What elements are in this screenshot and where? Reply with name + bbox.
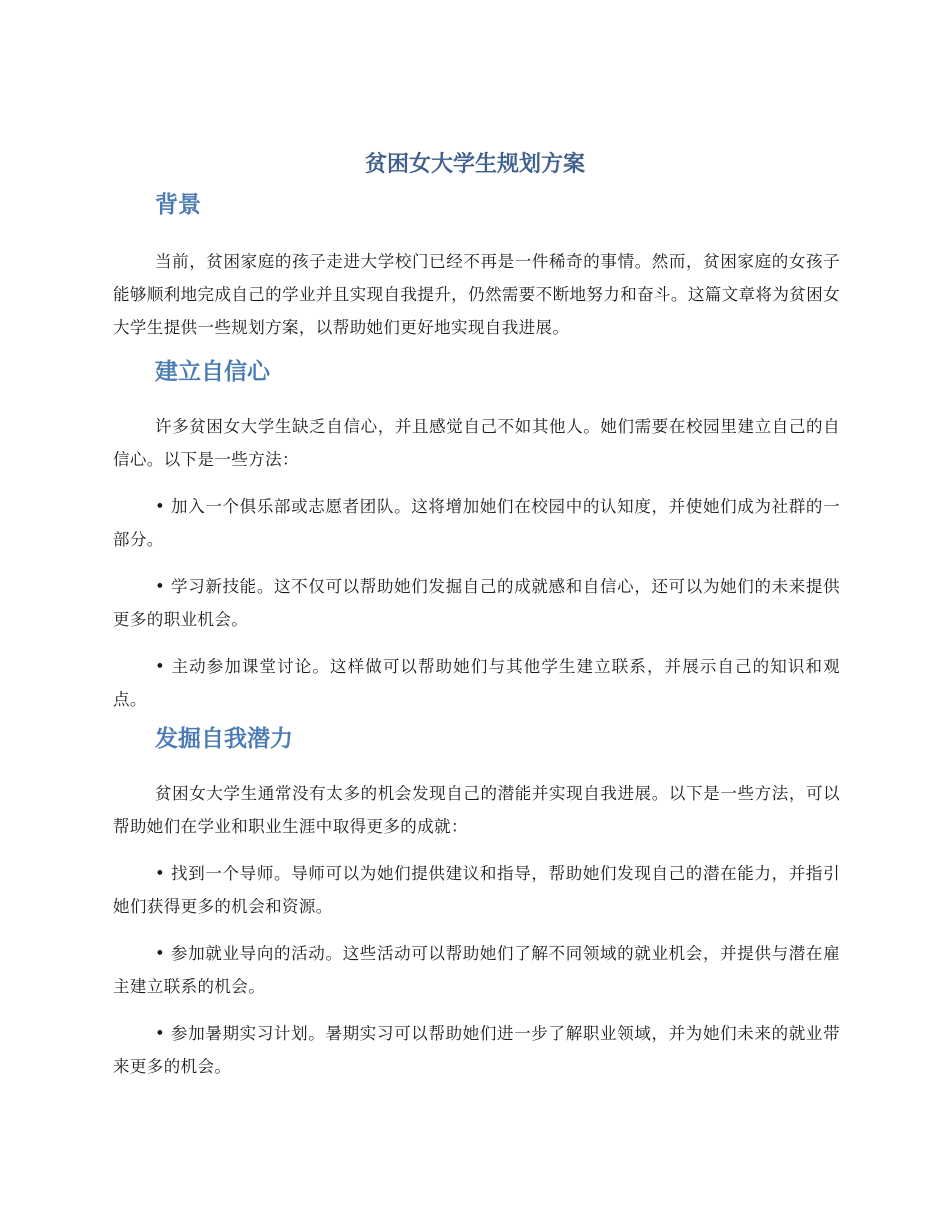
section-build-confidence <box>113 354 840 716</box>
paragraph: 许多贫困女大学生缺乏自信心，并且感觉自己不如其他人。她们需要在校园里建立自己的自信心。以下是一些方法： <box>113 417 840 469</box>
section-heading: 背景 <box>155 192 201 218</box>
bullet-item: • 找到一个导师。导师可以为她们提供建议和指导，帮助她们发现自己的潜在能力，并指引她们获得更多的机会和资源。 <box>113 864 840 916</box>
paragraph: 贫困女大学生通常没有太多的机会发现自己的潜能并实现自我进展。以下是一些方法，可以帮助她们在学业和职业生涯中取得更多的成就： <box>113 784 840 836</box>
bullet-item: • 参加暑期实习计划。暑期实习可以帮助她们进一步了解职业领域，并为她们未来的就业带来更多的机会。 <box>113 1024 840 1076</box>
paragraph: 当前，贫困家庭的孩子走进大学校门已经不再是一件稀奇的事情。然而，贫困家庭的女孩子能够顺利地完成自己的学业并且实现自我提升，仍然需要不断地努力和奋斗。这篇文章将为贫困女大学生提供一些规划方案，以帮助她们更好地实现自我进展。 <box>113 252 840 337</box>
section-heading: 发掘自我潜力 <box>155 726 293 752</box>
section-background <box>113 187 840 344</box>
section-discover-potential <box>113 721 840 1083</box>
bullet-item: • 参加就业导向的活动。这些活动可以帮助她们了解不同领域的就业机会，并提供与潜在雇主建立联系的机会。 <box>113 944 840 996</box>
document-title: 贫困女大学生规划方案 <box>364 152 585 177</box>
bullet-item: • 学习新技能。这不仅可以帮助她们发掘自己的成就感和自信心，还可以为她们的未来提供更多的职业机会。 <box>113 577 840 629</box>
bullet-item: • 加入一个俱乐部或志愿者团队。这将增加她们在校园中的认知度，并使她们成为社群的一部分。 <box>113 497 840 549</box>
section-heading: 建立自信心 <box>155 359 270 385</box>
bullet-item: • 主动参加课堂讨论。这样做可以帮助她们与其他学生建立联系，并展示自己的知识和观点。 <box>113 657 840 709</box>
